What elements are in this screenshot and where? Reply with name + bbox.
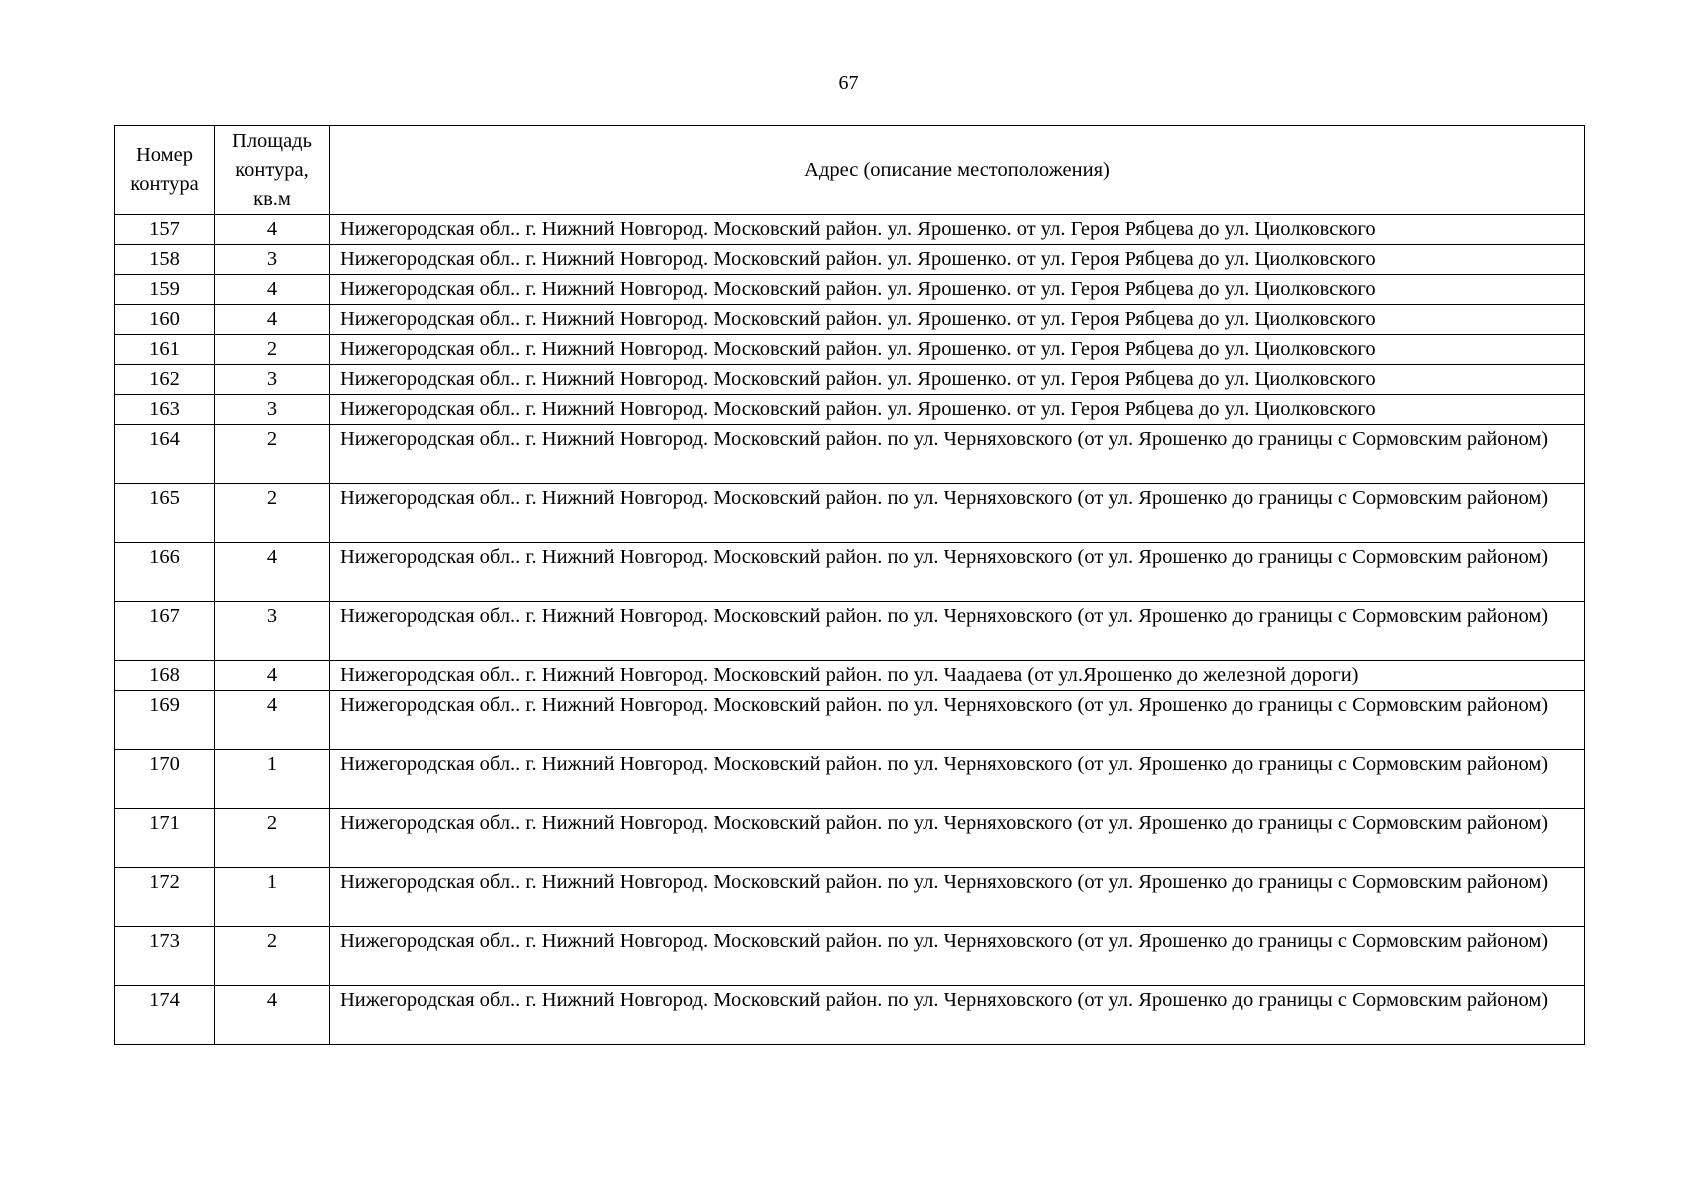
contour-number-cell: 157: [115, 215, 215, 245]
header-number: Номер контура: [115, 126, 215, 215]
contour-area-cell: 3: [215, 365, 330, 395]
contour-area-cell: 2: [215, 425, 330, 484]
table-row: [115, 215, 1585, 245]
contour-address-cell: Нижегородская обл.. г. Нижний Новгород. Московский район. ул. Ярошенко. от ул. Героя Рябцева до ул. Циолковского: [330, 215, 1585, 245]
table-row: [115, 395, 1585, 425]
contour-area-cell: 2: [215, 335, 330, 365]
table-row: [115, 305, 1585, 335]
table-row: [115, 484, 1585, 543]
contour-area-cell: 2: [215, 927, 330, 986]
contour-area-cell: 2: [215, 809, 330, 868]
contour-address-cell: Нижегородская обл.. г. Нижний Новгород. Московский район. ул. Ярошенко. от ул. Героя Рябцева до ул. Циолковского: [330, 335, 1585, 365]
contour-address-cell: Нижегородская обл.. г. Нижний Новгород. Московский район. по ул. Черняховского (от ул. Ярошенко до границы с Сормовским районом): [330, 425, 1585, 484]
contour-number-cell: 174: [115, 986, 215, 1045]
table-body: [115, 215, 1585, 1045]
contour-address-cell: Нижегородская обл.. г. Нижний Новгород. Московский район. по ул. Черняховского (от ул. Ярошенко до границы с Сормовским районом): [330, 750, 1585, 809]
contour-number-cell: 173: [115, 927, 215, 986]
table-row: [115, 245, 1585, 275]
table-header-row: [115, 126, 1585, 215]
header-area: Площадь контура, кв.м: [215, 126, 330, 215]
contour-area-cell: 1: [215, 868, 330, 927]
table-row: [115, 661, 1585, 691]
header-address: Адрес (описание местоположения): [330, 126, 1585, 215]
table-row: [115, 602, 1585, 661]
contour-area-cell: 4: [215, 305, 330, 335]
contour-address-cell: Нижегородская обл.. г. Нижний Новгород. Московский район. по ул. Черняховского (от ул. Ярошенко до границы с Сормовским районом): [330, 602, 1585, 661]
contour-number-cell: 164: [115, 425, 215, 484]
table-row: [115, 275, 1585, 305]
contour-number-cell: 165: [115, 484, 215, 543]
table-row: [115, 543, 1585, 602]
contour-area-cell: 4: [215, 543, 330, 602]
contour-area-cell: 3: [215, 245, 330, 275]
page-number: 67: [838, 72, 859, 94]
contour-address-cell: Нижегородская обл.. г. Нижний Новгород. Московский район. ул. Ярошенко. от ул. Героя Рябцева до ул. Циолковского: [330, 275, 1585, 305]
contour-number-cell: 158: [115, 245, 215, 275]
contour-number-cell: 167: [115, 602, 215, 661]
contour-number-cell: 162: [115, 365, 215, 395]
contour-address-cell: Нижегородская обл.. г. Нижний Новгород. Московский район. по ул. Черняховского (от ул. Ярошенко до границы с Сормовским районом): [330, 809, 1585, 868]
contour-area-cell: 1: [215, 750, 330, 809]
table-row: [115, 986, 1585, 1045]
contour-address-cell: Нижегородская обл.. г. Нижний Новгород. Московский район. по ул. Черняховского (от ул. Ярошенко до границы с Сормовским районом): [330, 868, 1585, 927]
contour-number-cell: 169: [115, 691, 215, 750]
table-row: [115, 335, 1585, 365]
contour-area-cell: 3: [215, 602, 330, 661]
contour-number-cell: 168: [115, 661, 215, 691]
contour-area-cell: 4: [215, 275, 330, 305]
contour-area-cell: 4: [215, 661, 330, 691]
table-row: [115, 750, 1585, 809]
contour-number-cell: 166: [115, 543, 215, 602]
contour-address-cell: Нижегородская обл.. г. Нижний Новгород. Московский район. ул. Ярошенко. от ул. Героя Рябцева до ул. Циолковского: [330, 365, 1585, 395]
contour-address-cell: Нижегородская обл.. г. Нижний Новгород. Московский район. по ул. Черняховского (от ул. Ярошенко до границы с Сормовским районом): [330, 543, 1585, 602]
contour-address-cell: Нижегородская обл.. г. Нижний Новгород. Московский район. по ул. Черняховского (от ул. Ярошенко до границы с Сормовским районом): [330, 927, 1585, 986]
table-row: [115, 691, 1585, 750]
table-row: [115, 425, 1585, 484]
table-row: [115, 809, 1585, 868]
contour-number-cell: 170: [115, 750, 215, 809]
contour-address-cell: Нижегородская обл.. г. Нижний Новгород. Московский район. по ул. Черняховского (от ул. Ярошенко до границы с Сормовским районом): [330, 484, 1585, 543]
contour-area-cell: 2: [215, 484, 330, 543]
contour-number-cell: 160: [115, 305, 215, 335]
contour-address-cell: Нижегородская обл.. г. Нижний Новгород. Московский район. по ул. Чаадаева (от ул.Ярошенко до железной дороги): [330, 661, 1585, 691]
contour-number-cell: 159: [115, 275, 215, 305]
contour-number-cell: 171: [115, 809, 215, 868]
contour-area-cell: 4: [215, 215, 330, 245]
contour-address-cell: Нижегородская обл.. г. Нижний Новгород. Московский район. по ул. Черняховского (от ул. Ярошенко до границы с Сормовским районом): [330, 691, 1585, 750]
table-row: [115, 868, 1585, 927]
contour-area-cell: 3: [215, 395, 330, 425]
table-row: [115, 927, 1585, 986]
contour-address-cell: Нижегородская обл.. г. Нижний Новгород. Московский район. ул. Ярошенко. от ул. Героя Рябцева до ул. Циолковского: [330, 245, 1585, 275]
contour-address-cell: Нижегородская обл.. г. Нижний Новгород. Московский район. ул. Ярошенко. от ул. Героя Рябцева до ул. Циолковского: [330, 305, 1585, 335]
contour-number-cell: 163: [115, 395, 215, 425]
contour-area-cell: 4: [215, 986, 330, 1045]
table-row: [115, 365, 1585, 395]
contours-table: [114, 125, 1585, 1045]
contour-address-cell: Нижегородская обл.. г. Нижний Новгород. Московский район. ул. Ярошенко. от ул. Героя Рябцева до ул. Циолковского: [330, 395, 1585, 425]
contour-number-cell: 172: [115, 868, 215, 927]
contour-area-cell: 4: [215, 691, 330, 750]
contour-address-cell: Нижегородская обл.. г. Нижний Новгород. Московский район. по ул. Черняховского (от ул. Ярошенко до границы с Сормовским районом): [330, 986, 1585, 1045]
contour-number-cell: 161: [115, 335, 215, 365]
